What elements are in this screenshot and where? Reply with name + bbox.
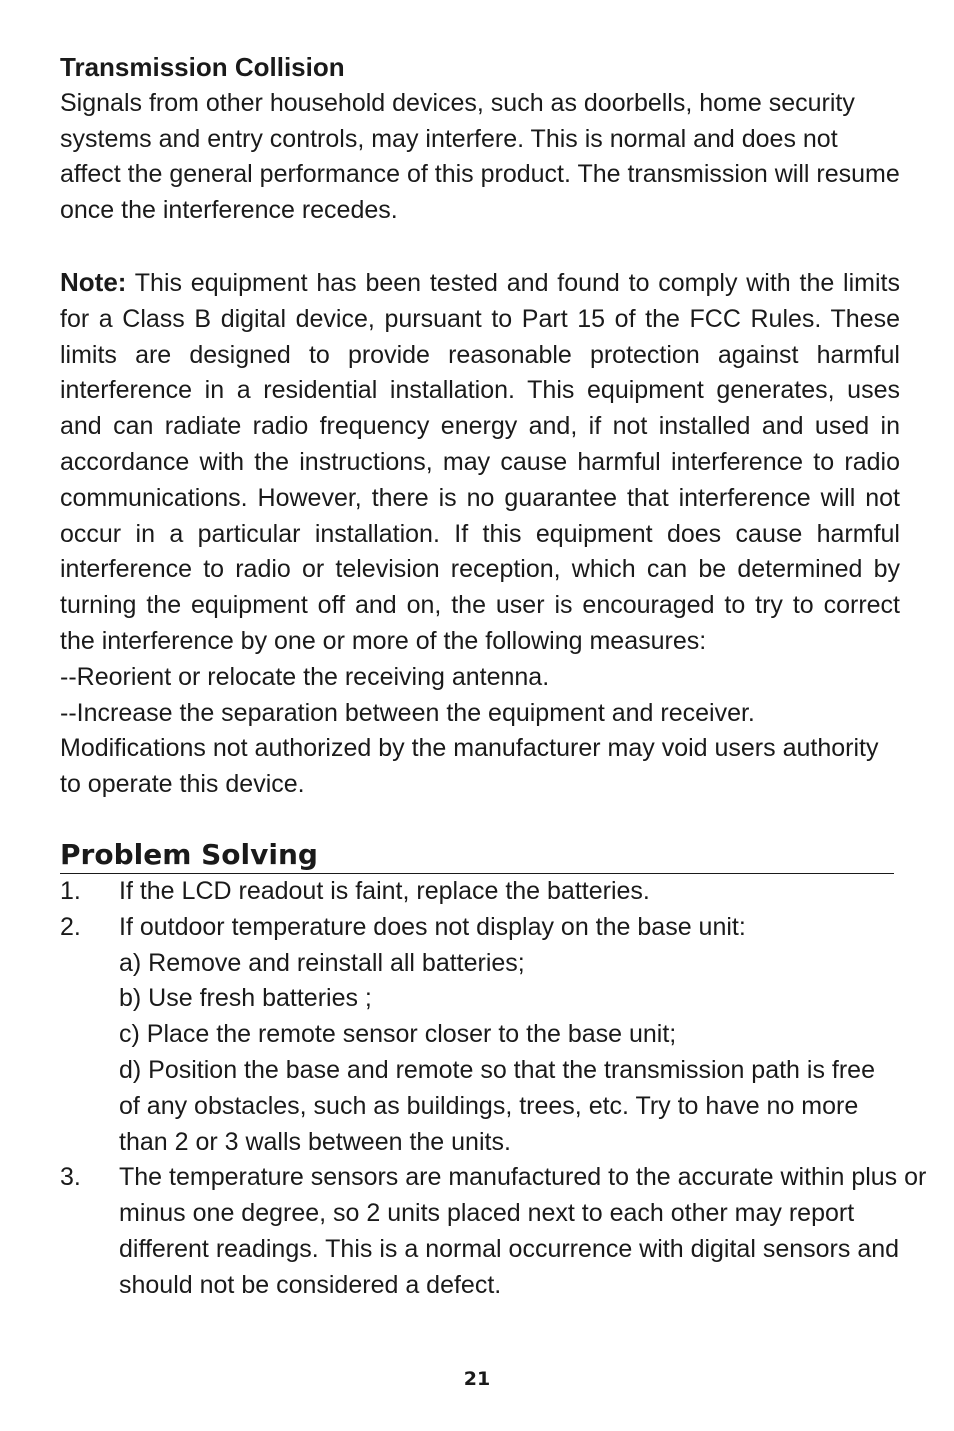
note-body: This equipment has been tested and found to comply with the limits for a Class B digital device, pursuant to Part 15 of the FCC Rules. These limits are designed to provide reasonable protection against harmful interference in a residential installation. This equipment generates, uses and can radiate radio frequency energy and, if not installed and used in accordance with the instructions, may cause harmful interference to radio communications. However, there is no guarantee that interference will not occur in a particular installation. If this equipment does cause harmful interference to radio or television reception, which can be determined by turning the equipment off and on, the user is encouraged to try to correct the interference by one or more of the following measures: [60, 268, 900, 655]
problem-solving-list [60, 874, 927, 1304]
modifications-warning: Modifications not authorized by the manufacturer may void users authority to operate this device. [60, 734, 879, 799]
list-item-text: If outdoor temperature does not display on the base unit: [119, 912, 746, 941]
transmission-collision-body: Signals from other household devices, such as doorbells, home security systems and entry controls, may interfere. This is normal and does not affect the general performance of this product. The transmission will resume once the interference recedes. [60, 88, 900, 225]
list-item-number: 3. [60, 1163, 81, 1192]
transmission-collision-heading: Transmission Collision [60, 52, 345, 82]
manual-page [60, 50, 927, 1304]
list-item [60, 910, 900, 1161]
page-number: 21 [463, 1368, 491, 1390]
problem-solving-title: Problem Solving [60, 837, 894, 874]
sub-item: b) Use fresh batteries ; [119, 984, 372, 1013]
list-item [60, 874, 900, 910]
list-item-number: 2. [60, 912, 81, 941]
list-item [60, 1160, 930, 1303]
measure-separation: --Increase the separation between the equipment and receiver. [60, 698, 755, 727]
sub-item: d) Position the base and remote so that the transmission path is free of any obstacles, such as buildings, trees, etc. Try to have no more than 2 or 3 walls between the units. [119, 1055, 875, 1156]
list-item-number: 1. [60, 876, 81, 905]
spacer [60, 229, 900, 265]
sub-item: c) Place the remote sensor closer to the base unit; [119, 1020, 677, 1049]
sub-item: a) Remove and reinstall all batteries; [119, 948, 525, 977]
list-item-text: If the LCD readout is faint, replace the batteries. [119, 876, 650, 905]
list-item-text: The temperature sensors are manufactured to the accurate within plus or minus one degree, so 2 units placed next to each other may report different readings. This is a normal occurrence with digital sensors and should not be considered a defect. [119, 1163, 927, 1299]
note-label: Note: [60, 266, 127, 297]
measure-reorient: --Reorient or relocate the receiving antenna. [60, 662, 550, 691]
fcc-note [60, 265, 900, 660]
